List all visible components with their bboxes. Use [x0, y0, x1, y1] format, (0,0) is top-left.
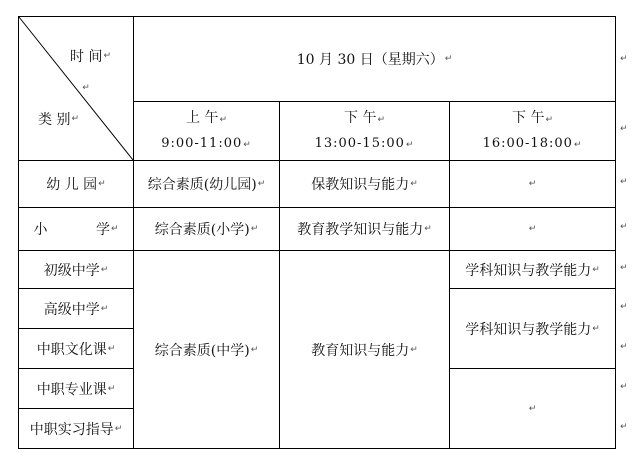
category-vocational-culture	[19, 329, 133, 368]
date-text: 10 月 30 日（星期六）	[296, 52, 444, 68]
primary-session1-cell	[134, 208, 279, 250]
corner-empty-mark	[76, 80, 96, 96]
paragraph-mark: ↵	[592, 323, 600, 334]
paragraph-mark: ↵	[82, 83, 90, 93]
paragraph-mark: ↵	[528, 224, 537, 234]
junior-high-session3-cell	[450, 251, 615, 288]
paragraph-mark: ↵	[110, 224, 119, 234]
exam-subject-text: 保教知识与能力	[311, 177, 410, 193]
session-2-time: 13:00-15:00	[314, 135, 405, 151]
paragraph-mark: ↵	[250, 344, 259, 355]
row-end-mark: ↵	[620, 222, 628, 232]
category-vocational-practice	[19, 409, 133, 448]
corner-time-text: 时 间	[70, 49, 103, 65]
session-1-label: 上 午	[186, 109, 219, 126]
paragraph-mark: ↵	[103, 51, 111, 61]
row-end-mark: ↵	[620, 124, 628, 134]
session-3-time: 16:00-18:00	[482, 135, 573, 151]
paragraph-mark: ↵	[545, 114, 553, 125]
category-senior-high	[19, 289, 133, 328]
category-primary	[19, 208, 133, 250]
row-end-mark: ↵	[620, 54, 628, 64]
category-text: 中职专业课	[36, 381, 107, 398]
row-end-mark: ↵	[620, 263, 628, 273]
paragraph-mark: ↵	[592, 264, 600, 275]
category-text: 小 学	[33, 222, 110, 238]
paragraph-mark: ↵	[405, 139, 415, 150]
category-text: 初级中学	[43, 262, 100, 279]
paragraph-mark: ↵	[424, 224, 432, 234]
category-text: 幼 儿 园	[46, 177, 98, 193]
paragraph-mark: ↵	[243, 139, 252, 150]
vocational-major-session3-cell	[450, 369, 615, 448]
senior-vocational-session3-cell	[450, 289, 615, 368]
row-end-mark: ↵	[620, 302, 628, 312]
exam-subject-text: 教育知识与能力	[311, 342, 410, 359]
corner-category-text: 类 别	[38, 112, 71, 128]
paragraph-mark: ↵	[257, 179, 266, 189]
row-end-mark: ↵	[620, 177, 628, 187]
paragraph-mark: ↵	[114, 423, 123, 434]
category-text: 高级中学	[43, 301, 100, 318]
corner-time-label	[70, 44, 130, 68]
paragraph-mark: ↵	[410, 179, 418, 189]
middle-school-session2-cell	[280, 251, 449, 448]
paragraph-mark: ↵	[573, 139, 583, 150]
row-end-mark: ↵	[620, 342, 628, 352]
session-1-time: 9:00-11:00	[161, 135, 243, 151]
corner-category-label	[38, 108, 108, 130]
paragraph-mark: ↵	[100, 303, 109, 314]
paragraph-mark: ↵	[250, 224, 259, 234]
primary-session2-cell	[280, 208, 449, 250]
paragraph-mark: ↵	[107, 383, 116, 394]
exam-subject-text: 学科知识与教学能力	[465, 262, 592, 279]
exam-subject-text: 综合素质(小学)	[154, 222, 250, 238]
session-header-1	[134, 102, 279, 160]
category-text: 中职实习指导	[29, 421, 114, 438]
paragraph-mark: ↵	[98, 179, 106, 189]
exam-subject-text: 教育教学知识与能力	[297, 222, 424, 238]
session-header-3	[450, 102, 615, 160]
primary-session3-cell	[450, 208, 615, 250]
paragraph-mark: ↵	[107, 343, 116, 354]
row-end-mark: ↵	[620, 382, 628, 392]
category-text: 中职文化课	[36, 341, 107, 358]
kindergarten-session2-cell	[280, 161, 449, 207]
paragraph-mark: ↵	[71, 114, 79, 124]
category-kindergarten	[19, 161, 133, 207]
kindergarten-session3-cell	[450, 161, 615, 207]
paragraph-mark: ↵	[528, 179, 537, 189]
date-header	[134, 17, 615, 101]
paragraph-mark: ↵	[219, 114, 227, 125]
category-junior-high	[19, 251, 133, 288]
session-header-2	[280, 102, 449, 160]
exam-subject-text: 综合素质(中学)	[154, 342, 250, 359]
exam-subject-text: 综合素质(幼儿园)	[147, 177, 257, 193]
paragraph-mark: ↵	[377, 114, 385, 125]
paragraph-mark: ↵	[444, 54, 453, 64]
middle-school-session1-cell	[134, 251, 279, 448]
paragraph-mark: ↵	[528, 403, 537, 414]
session-3-label: 下 午	[512, 109, 545, 126]
kindergarten-session1-cell	[134, 161, 279, 207]
paragraph-mark: ↵	[100, 264, 109, 275]
session-2-label: 下 午	[344, 109, 377, 126]
row-end-mark: ↵	[620, 422, 628, 432]
paragraph-mark: ↵	[410, 344, 418, 355]
exam-subject-text: 学科知识与教学能力	[465, 321, 592, 338]
category-vocational-major	[19, 369, 133, 408]
